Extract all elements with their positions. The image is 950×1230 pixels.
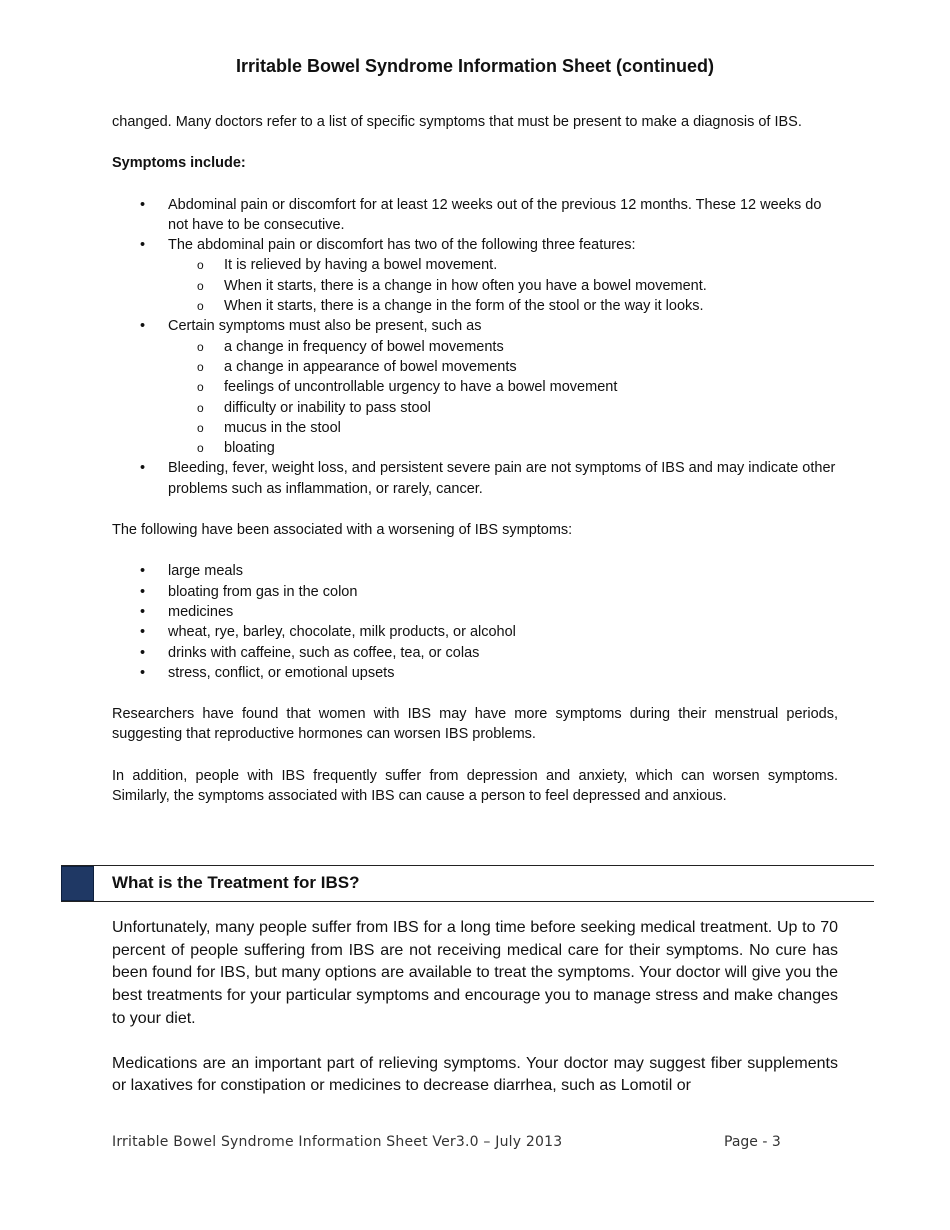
symptom-subitem-text: When it starts, there is a change in the form of the stool or the way it looks. [224, 298, 704, 315]
bullet-icon: • [140, 196, 146, 213]
symptom-sublist [168, 337, 838, 459]
circle-bullet-icon: o [197, 359, 204, 374]
worsening-item [112, 561, 838, 581]
symptom-item [112, 316, 838, 458]
symptoms-list [112, 195, 838, 499]
symptom-subitem [168, 255, 838, 275]
bullet-icon: • [140, 318, 146, 335]
symptom-text: Certain symptoms must also be present, such as [168, 318, 482, 335]
bullet-icon: • [140, 583, 146, 600]
symptom-subitem [168, 276, 838, 296]
symptom-subitem-text: It is relieved by having a bowel movement. [224, 257, 498, 274]
body-text [112, 112, 838, 806]
worsening-text: drinks with caffeine, such as coffee, tea, or colas [168, 644, 480, 661]
worsening-text: medicines [168, 603, 234, 620]
symptom-subitem [168, 337, 838, 357]
footer-document-version: Irritable Bowel Syndrome Information Sheet Ver3.0 – July 2013 [112, 1134, 563, 1150]
worsening-item [112, 582, 838, 602]
treatment-section-header [61, 865, 874, 902]
circle-bullet-icon: o [197, 299, 204, 314]
circle-bullet-icon: o [197, 258, 204, 273]
symptom-item [112, 235, 838, 316]
symptom-text: The abdominal pain or discomfort has two of the following three features: [168, 237, 636, 254]
page-title: Irritable Bowel Syndrome Information Sheet (continued) [235, 56, 715, 76]
treatment-paragraph-1: Unfortunately, many people suffer from IBS for a long time before seeking medical treatment. Up to 70 percent of people suffering from IBS are not receiving medical care for their symptoms. No cure has been found for IBS, but many options are available to treat the symptoms. Your doctor will give you the best treatments for your particular symptoms and encourage you to manage stress and make changes to your diet. [112, 919, 838, 1027]
circle-bullet-icon: o [197, 380, 204, 395]
worsening-text: bloating from gas in the colon [168, 583, 358, 600]
treatment-body [112, 917, 838, 1098]
symptom-subitem [168, 296, 838, 316]
symptom-item [112, 195, 838, 236]
treatment-paragraph-2: Medications are an important part of relieving symptoms. Your doctor may suggest fiber supplements or laxatives for constipation or medicines to decrease diarrhea, such as Lomotil or [112, 1054, 838, 1095]
bullet-icon: • [140, 624, 146, 641]
worsening-item [112, 643, 838, 663]
worsening-item [112, 622, 838, 642]
symptom-subitem [168, 418, 838, 438]
circle-bullet-icon: o [197, 400, 204, 415]
symptom-text: Abdominal pain or discomfort for at least 12 weeks out of the previous 12 months. These 12 weeks do not have to be consecutive. [168, 196, 822, 233]
symptom-subitem-text: When it starts, there is a change in how often you have a bowel movement. [224, 277, 707, 294]
worsening-text: stress, conflict, or emotional upsets [168, 664, 395, 681]
bullet-icon: • [140, 644, 146, 661]
footer-page-number: Page - 3 [724, 1134, 781, 1150]
worsening-item [112, 602, 838, 622]
symptom-subitem [168, 377, 838, 397]
symptom-item [112, 458, 838, 499]
bullet-icon: • [140, 563, 146, 580]
symptom-subitem-text: a change in appearance of bowel movements [224, 358, 517, 375]
worsening-intro: The following have been associated with a worsening of IBS symptoms: [112, 522, 573, 539]
paragraph-hormones: Researchers have found that women with IBS may have more symptoms during their menstrual periods, suggesting that reproductive hormones can worsen IBS problems. [112, 706, 838, 743]
paragraph-depression: In addition, people with IBS frequently suffer from depression and anxiety, which can worsen symptoms. Similarly, the symptoms associated with IBS can cause a person to feel depressed and anxious. [112, 767, 838, 805]
symptom-subitem [168, 398, 838, 418]
circle-bullet-icon: o [197, 420, 204, 435]
section-color-block [61, 866, 94, 901]
circle-bullet-icon: o [197, 339, 204, 354]
worsening-list [112, 561, 838, 683]
symptom-sublist [168, 255, 838, 316]
treatment-heading: What is the Treatment for IBS? [112, 873, 360, 892]
symptom-subitem [168, 438, 838, 458]
bullet-icon: • [140, 237, 146, 254]
symptom-subitem [168, 357, 838, 377]
bullet-icon: • [140, 460, 146, 477]
symptom-subitem-text: feelings of uncontrollable urgency to have a bowel movement [224, 379, 618, 396]
symptom-subitem-text: mucus in the stool [224, 419, 341, 436]
symptom-text: Bleeding, fever, weight loss, and persistent severe pain are not symptoms of IBS and may indicate other problems such as inflammation, or rarely, cancer. [168, 460, 836, 497]
symptom-subitem-text: a change in frequency of bowel movements [224, 338, 504, 355]
circle-bullet-icon: o [197, 278, 204, 293]
circle-bullet-icon: o [197, 441, 204, 456]
worsening-text: large meals [168, 563, 243, 580]
symptom-subitem-text: bloating [224, 440, 275, 457]
worsening-text: wheat, rye, barley, chocolate, milk products, or alcohol [168, 624, 516, 641]
bullet-icon: • [140, 603, 146, 620]
worsening-item [112, 663, 838, 683]
bullet-icon: • [140, 664, 146, 681]
intro-paragraph: changed. Many doctors refer to a list of specific symptoms that must be present to make a diagnosis of IBS. [112, 114, 802, 130]
symptom-subitem-text: difficulty or inability to pass stool [224, 399, 431, 416]
symptoms-heading: Symptoms include: [112, 155, 246, 172]
